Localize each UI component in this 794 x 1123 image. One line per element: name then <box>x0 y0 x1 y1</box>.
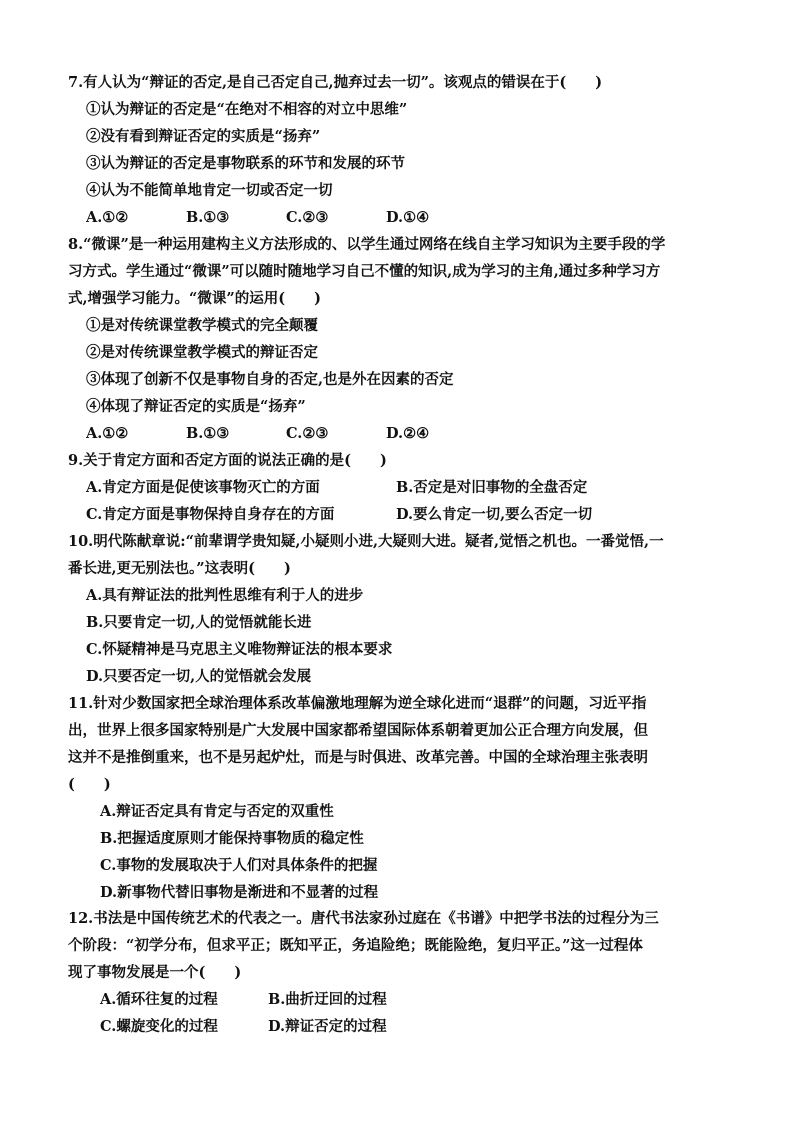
choice-b[interactable]: B.只要肯定一切,人的觉悟就能长进 <box>86 614 312 631</box>
choice-c[interactable]: C.怀疑精神是马克思主义唯物辩证法的根本要求 <box>86 641 393 658</box>
choice-row <box>68 501 728 528</box>
question-stem: 8.“微课”是一种运用建构主义方法形成的、以学生通过网络在线自主学习知识为主要手段的学 <box>68 236 666 253</box>
statement-item: ④认为不能简单地肯定一切或否定一切 <box>86 182 333 199</box>
choice-d[interactable]: D.要么肯定一切,要么否定一切 <box>396 506 593 523</box>
choice-row <box>68 204 728 231</box>
question-stem: 现了事物发展是一个( ) <box>68 964 242 981</box>
choice-b[interactable]: B.曲折迂回的过程 <box>268 991 387 1008</box>
choice-c[interactable]: C.肯定方面是事物保持自身存在的方面 <box>86 506 335 523</box>
question-11 <box>68 690 728 906</box>
statement-item: ④体现了辩证否定的实质是“扬弃” <box>86 398 306 415</box>
statement-item: ②是对传统课堂教学模式的辩证否定 <box>86 344 318 361</box>
choice-c[interactable]: C.②③ <box>286 425 329 442</box>
choice-d[interactable]: D.新事物代替旧事物是渐进和不显著的过程 <box>100 884 379 901</box>
statement-item: ③体现了创新不仅是事物自身的否定,也是外在因素的否定 <box>86 371 454 388</box>
question-12 <box>68 905 728 1040</box>
question-stem: 11.针对少数国家把全球治理体系改革偏激地理解为逆全球化进而“退群”的问题，习近平指 <box>68 695 647 712</box>
question-8 <box>68 231 728 447</box>
question-stem: 12.书法是中国传统艺术的代表之一。唐代书法家孙过庭在《书谱》中把学书法的过程分为三 <box>68 910 659 927</box>
choice-b[interactable]: B.①③ <box>186 209 230 226</box>
choice-d[interactable]: D.只要否定一切,人的觉悟就会发展 <box>86 668 312 685</box>
question-stem: 9.关于肯定方面和否定方面的说法正确的是( ) <box>68 452 387 469</box>
choice-a[interactable]: A.肯定方面是促使该事物灭亡的方面 <box>86 479 320 496</box>
choice-c[interactable]: C.螺旋变化的过程 <box>100 1018 218 1035</box>
statement-item: ①认为辩证的否定是“在绝对不相容的对立中思维” <box>86 101 408 118</box>
choice-row <box>68 474 728 501</box>
choice-a[interactable]: A.①② <box>86 209 129 226</box>
choice-b[interactable]: B.①③ <box>186 425 230 442</box>
question-stem: 番长进,更无别法也。”这表明( ) <box>68 560 291 577</box>
choice-a[interactable]: A.循环往复的过程 <box>100 991 218 1008</box>
choice-row <box>68 1013 728 1040</box>
question-stem: 式,增强学习能力。“微课”的运用( ) <box>68 290 321 307</box>
choice-d[interactable]: D.①④ <box>386 209 430 226</box>
choice-d[interactable]: D.②④ <box>386 425 430 442</box>
statement-item: ①是对传统课堂教学模式的完全颠覆 <box>86 317 318 334</box>
choice-c[interactable]: C.②③ <box>286 209 329 226</box>
choice-a[interactable]: A.①② <box>86 425 129 442</box>
choice-b[interactable]: B.否定是对旧事物的全盘否定 <box>396 479 588 496</box>
choice-row <box>68 420 728 447</box>
statement-item: ②没有看到辩证否定的实质是“扬弃” <box>86 128 321 145</box>
choice-d[interactable]: D.辩证否定的过程 <box>268 1018 387 1035</box>
choice-row <box>68 986 728 1013</box>
question-stem: 10.明代陈献章说:“前辈谓学贵知疑,小疑则小进,大疑则大进。疑者,觉悟之机也。一番觉悟,一 <box>68 533 664 550</box>
question-7 <box>68 69 728 231</box>
question-10 <box>68 528 728 690</box>
choice-c[interactable]: C.事物的发展取决于人们对具体条件的把握 <box>100 857 378 874</box>
question-stem: ( ) <box>68 776 111 793</box>
question-stem: 个阶段：“初学分布，但求平正；既知平正，务追险绝；既能险绝，复归平正。”这一过程体 <box>68 937 643 954</box>
choice-a[interactable]: A.辩证否定具有肯定与否定的双重性 <box>100 803 334 820</box>
statement-item: ③认为辩证的否定是事物联系的环节和发展的环节 <box>86 155 405 172</box>
choice-a[interactable]: A.具有辩证法的批判性思维有利于人的进步 <box>86 587 364 604</box>
question-stem: 习方式。学生通过“微课”可以随时随地学习自己不懂的知识,成为学习的主角,通过多种学习方 <box>68 263 661 280</box>
question-stem: 出，世界上很多国家特别是广大发展中国家都希望国际体系朝着更加公正合理方向发展，但 <box>68 722 648 739</box>
question-stem: 7.有人认为“辩证的否定,是自己否定自己,抛弃过去一切”。该观点的错误在于( ) <box>68 74 603 91</box>
question-stem: 这并不是推倒重来，也不是另起炉灶，而是与时俱进、改革完善。中国的全球治理主张表明 <box>68 749 648 766</box>
question-9 <box>68 447 728 528</box>
choice-b[interactable]: B.把握适度原则才能保持事物质的稳定性 <box>100 830 364 847</box>
